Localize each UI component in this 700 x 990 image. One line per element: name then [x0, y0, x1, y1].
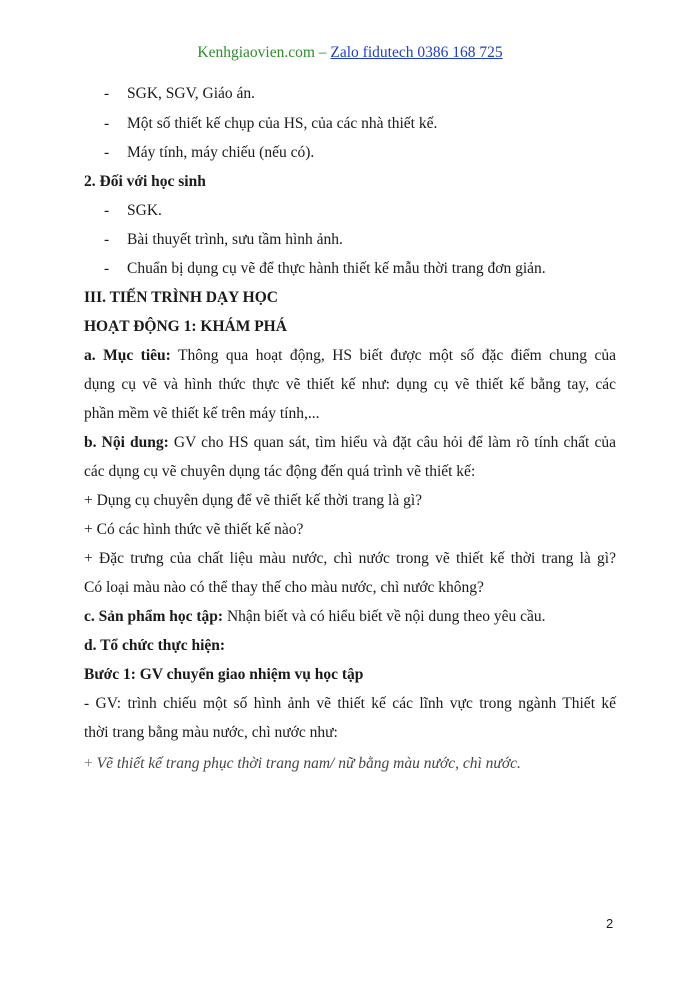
list-bullet: - — [104, 260, 110, 277]
question-item: + Đặc trưng của chất liệu màu nước, chì nước trong vẽ thiết kế thời trang là gì? — [84, 550, 616, 567]
organization-label: d. Tổ chức thực hiện: — [84, 637, 226, 654]
step1-line: - GV: trình chiếu một số hình ảnh vẽ thiết kế các lĩnh vực trong ngành Thiết kế — [84, 695, 616, 712]
activity-heading: HOẠT ĐỘNG 1: KHÁM PHÁ — [84, 318, 287, 335]
question-item-continued: Có loại màu nào có thể thay thế cho màu nước, chì nước không? — [84, 579, 484, 596]
content-paragraph — [84, 434, 616, 452]
objective-paragraph — [84, 347, 616, 365]
step1-example — [84, 755, 521, 773]
objective-text: Thông qua hoạt động, HS biết được một số đặc điểm chung của — [170, 347, 616, 364]
list-bullet: - — [104, 202, 110, 219]
step1-line: thời trang bằng màu nước, chì nước như: — [84, 724, 338, 741]
content-label: b. Nội dung: — [84, 434, 169, 451]
content-line: các dụng cụ vẽ chuyên dụng tác động đến quá trình vẽ thiết kế: — [84, 463, 476, 480]
list-item: Bài thuyết trình, sưu tầm hình ảnh. — [127, 231, 343, 248]
question-item: + Dụng cụ chuyên dụng để vẽ thiết kế thời trang là gì? — [84, 492, 423, 509]
question-item: + Có các hình thức vẽ thiết kế nào? — [84, 521, 304, 538]
product-label: c. Sản phẩm học tập: — [84, 608, 224, 625]
objective-line: dụng cụ vẽ và hình thức thực vẽ thiết kế như: dụng cụ vẽ thiết kế bằng tay, các — [84, 376, 616, 393]
list-item: Máy tính, máy chiếu (nếu có). — [127, 144, 315, 161]
product-paragraph — [84, 608, 545, 626]
objective-line: phần mềm vẽ thiết kế trên máy tính,... — [84, 405, 320, 422]
plus-bullet: + — [84, 755, 93, 772]
page-header — [0, 44, 700, 62]
product-text: Nhận biết và có hiểu biết về nội dung theo yêu cầu. — [223, 608, 546, 625]
student-heading: 2. Đối với học sinh — [84, 173, 206, 190]
list-item: SGK. — [127, 202, 162, 219]
list-item: Một số thiết kế chụp của HS, của các nhà thiết kế. — [127, 115, 438, 132]
objective-label: a. Mục tiêu: — [84, 347, 171, 364]
header-contact-link[interactable]: Zalo fidutech 0386 168 725 — [330, 44, 503, 61]
example-text: Vẽ thiết kế trang phục thời trang nam/ nữ bằng màu nước, chì nước. — [92, 755, 521, 772]
content-text: GV cho HS quan sát, tìm hiểu và đặt câu hỏi để làm rõ tính chất của — [168, 434, 616, 451]
list-bullet: - — [104, 115, 110, 132]
page-number: 2 — [606, 916, 614, 931]
list-bullet: - — [104, 144, 110, 161]
header-site[interactable]: Kenhgiaovien.com — [197, 44, 315, 61]
section-heading: III. TIẾN TRÌNH DẠY HỌC — [84, 289, 278, 306]
list-item: Chuẩn bị dụng cụ vẽ để thực hành thiết kế mẫu thời trang đơn giản. — [127, 260, 546, 277]
step1-heading: Bước 1: GV chuyển giao nhiệm vụ học tập — [84, 666, 364, 683]
list-item: SGK, SGV, Giáo án. — [127, 85, 256, 102]
list-bullet: - — [104, 85, 110, 102]
list-bullet: - — [104, 231, 110, 248]
header-separator: – — [314, 44, 331, 61]
